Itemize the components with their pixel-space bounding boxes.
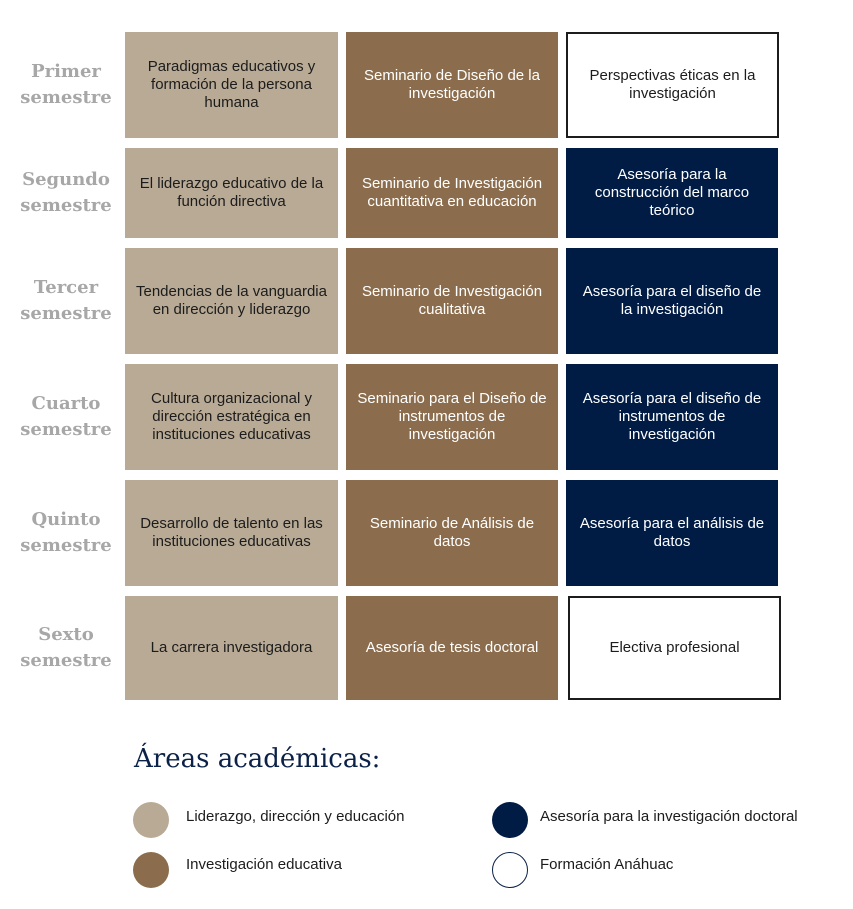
semester-label-2: Segundo semestre [20,169,112,216]
legend-label-asesoria: Asesoría para la investigación doctoral [540,808,798,825]
course-cell: Asesoría para el diseño de instrumentos de investigación [566,364,778,470]
course-cell: El liderazgo educativo de la función directiva [125,148,338,238]
course-cell: Seminario de Investigación cuantitativa en educación [346,148,558,238]
course-cell: Asesoría para el diseño de la investigación [566,248,778,354]
legend-swatch-liderazgo [133,802,169,838]
legend-label-investigacion: Investigación educativa [186,856,342,873]
legend-label-formacion: Formación Anáhuac [540,856,674,873]
course-cell: Tendencias de la vanguardia en dirección y liderazgo [125,248,338,354]
course-cell: Seminario de Diseño de la investigación [346,32,558,138]
course-cell: Seminario para el Diseño de instrumentos de investigación [346,364,558,470]
legend-swatch-asesoria [492,802,528,838]
course-cell: Seminario de Investigación cualitativa [346,248,558,354]
course-cell: Desarrollo de talento en las instituciones educativas [125,480,338,586]
semester-label-4: Cuarto semestre [20,393,112,440]
course-cell: Perspectivas éticas en la investigación [566,32,779,138]
course-cell: Cultura organizacional y dirección estratégica en instituciones educativas [125,364,338,470]
semester-label-5: Quinto semestre [20,509,112,556]
legend-title: Áreas académicas: [134,744,381,774]
course-cell: Paradigmas educativos y formación de la persona humana [125,32,338,138]
legend-label-liderazgo: Liderazgo, dirección y educación [186,808,405,825]
course-cell: Asesoría de tesis doctoral [346,596,558,700]
course-cell: Asesoría para la construcción del marco teórico [566,148,778,238]
semester-label-6: Sexto semestre [20,624,112,671]
semester-label-1: Primer semestre [20,61,112,108]
course-cell: La carrera investigadora [125,596,338,700]
course-cell: Electiva profesional [568,596,781,700]
course-cell: Seminario de Análisis de datos [346,480,558,586]
course-cell: Asesoría para el análisis de datos [566,480,778,586]
legend-swatch-formacion [492,852,528,888]
semester-label-3: Tercer semestre [20,277,112,324]
legend-swatch-investigacion [133,852,169,888]
